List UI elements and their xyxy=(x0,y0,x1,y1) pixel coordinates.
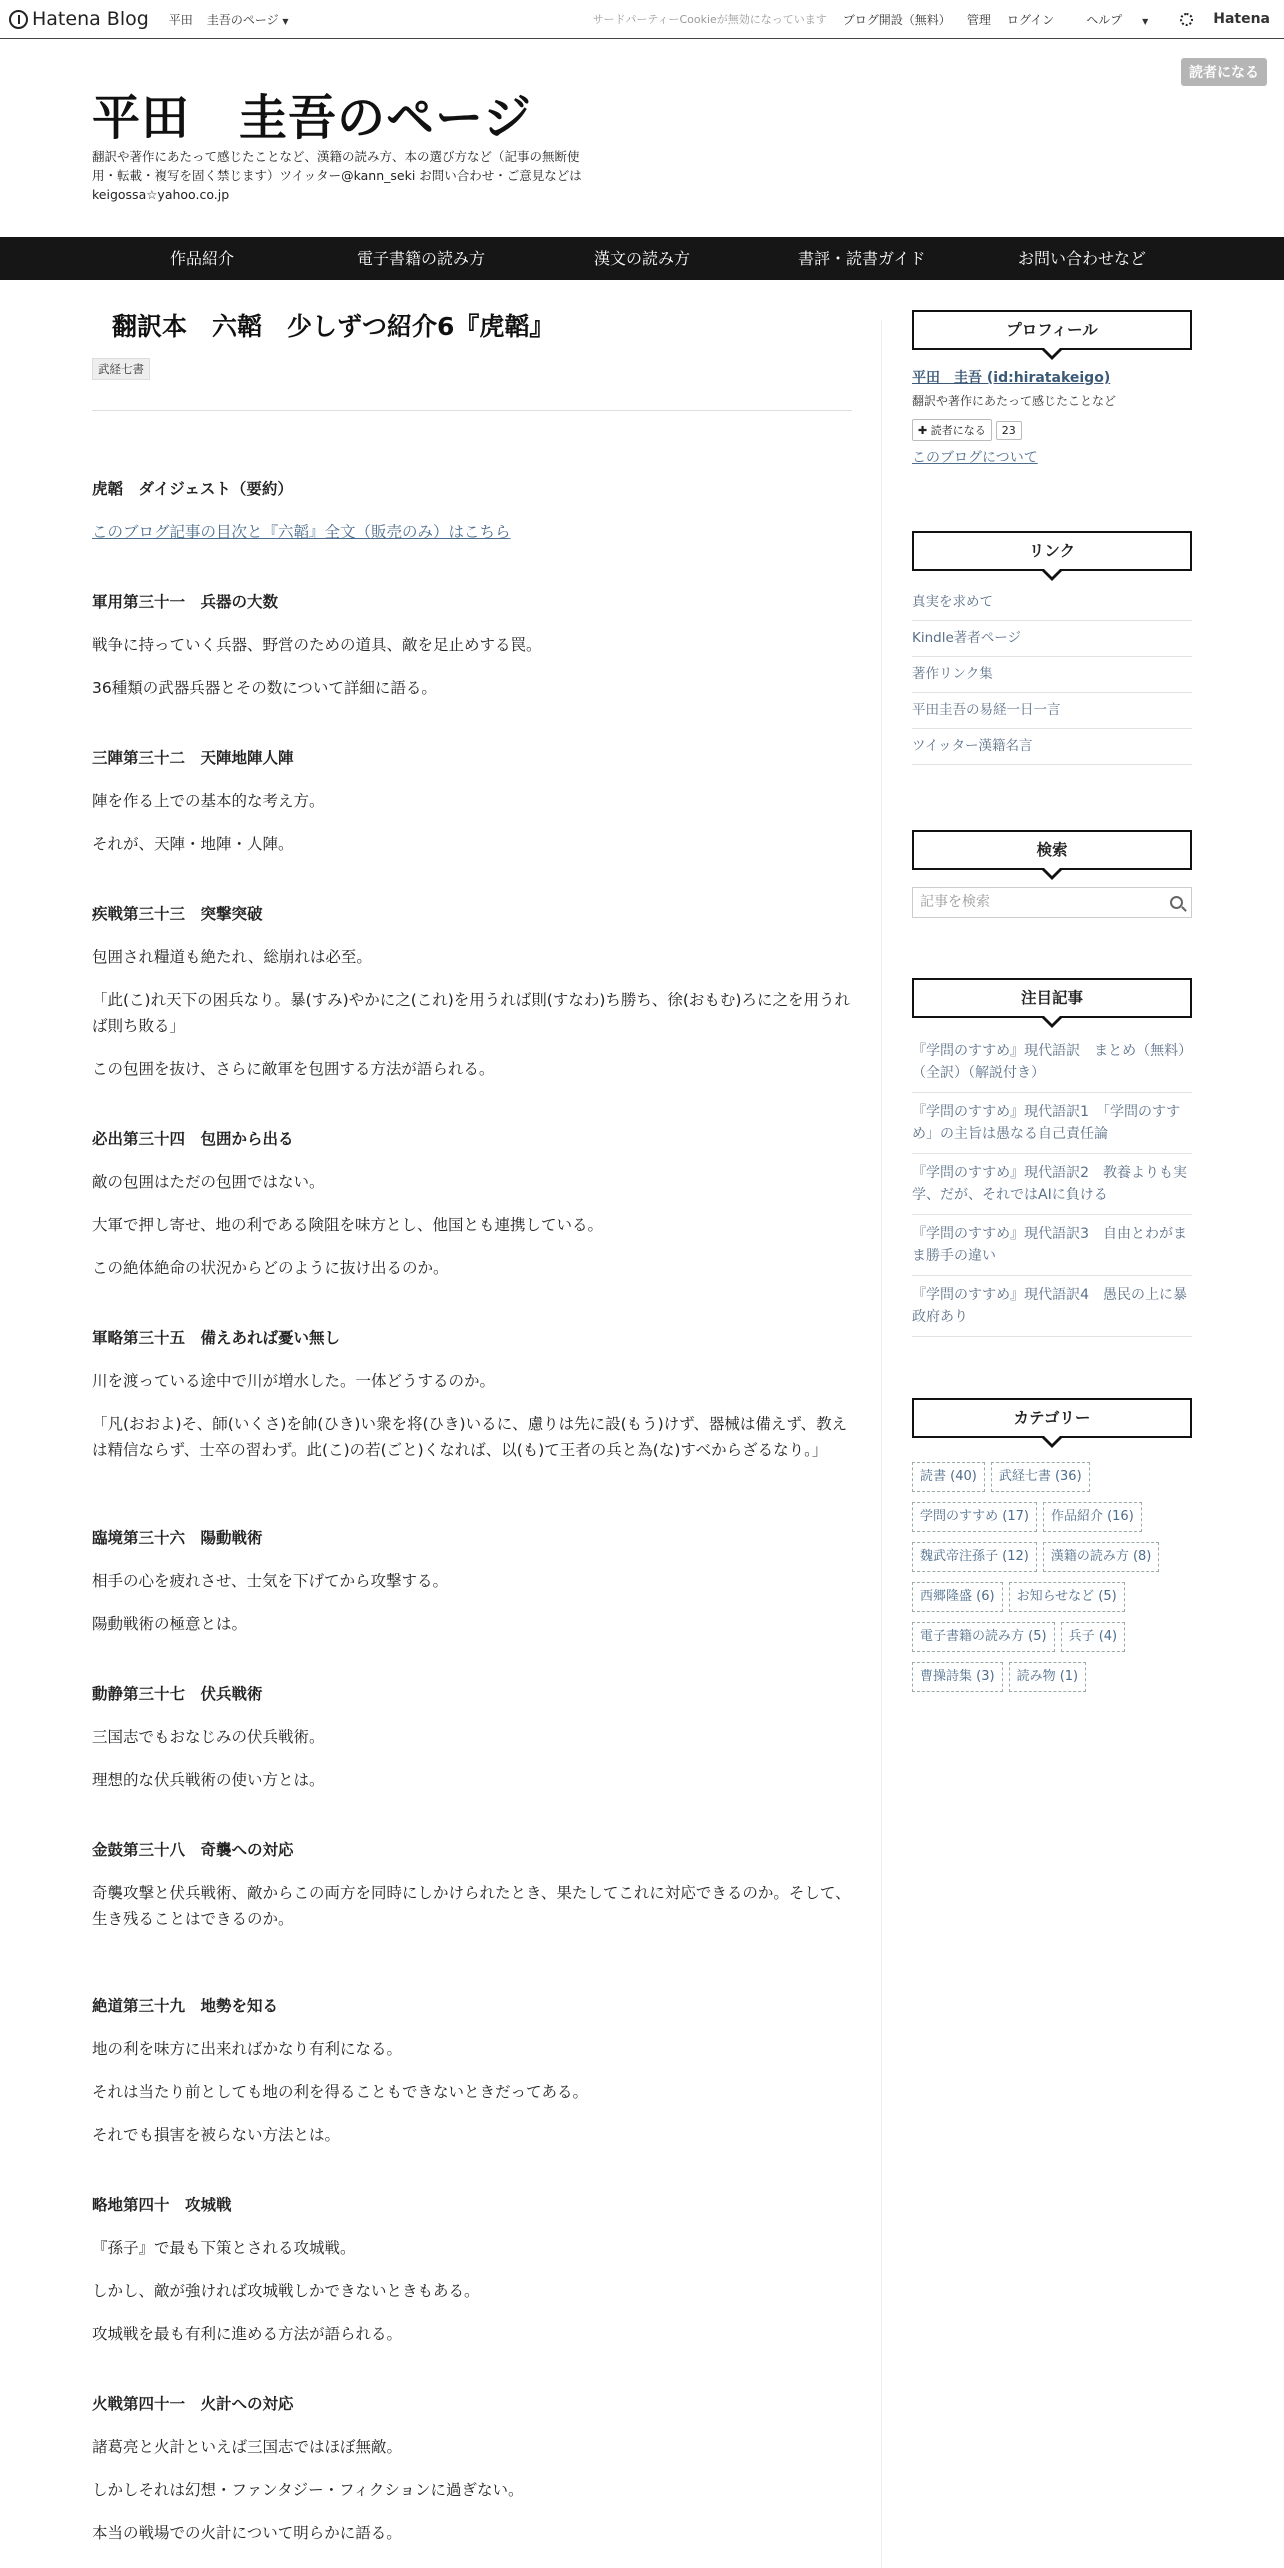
category-tag[interactable]: 電子書籍の読み方 (5) xyxy=(912,1622,1055,1652)
caret-down-icon: ▼ xyxy=(282,16,289,26)
category-tag[interactable]: 読み物 (1) xyxy=(1009,1662,1087,1692)
profile-subscribe-row xyxy=(912,419,1192,441)
login-link[interactable]: ログイン xyxy=(1006,12,1055,27)
title-pointer-inner xyxy=(1044,868,1060,876)
module-title-text: リンク xyxy=(1028,542,1076,560)
section-heading: 臨境第三十六 陽動戦術 xyxy=(92,1529,263,1547)
section-heading: 金鼓第三十八 奇襲への対応 xyxy=(92,1841,294,1859)
toc-link[interactable]: このブログ記事の目次と『六韜』全文（販売のみ）はこちら xyxy=(92,523,511,541)
paragraph: 地の利を味方に出来ればかなり有利になる。 xyxy=(92,2040,403,2058)
search-icon[interactable] xyxy=(1170,896,1183,909)
paragraph: この絶体絶命の状況からどのように抜け出るのか。 xyxy=(92,1259,449,1277)
title-pointer-inner xyxy=(1044,1436,1060,1444)
cookie-notice: サードパーティーCookieが無効になっています xyxy=(592,13,827,26)
section-heading: 疾戦第三十三 突撃突破 xyxy=(92,905,263,923)
featured-item[interactable]: 『学問のすすめ』現代語訳 まとめ（無料）（全訳）（解説付き） xyxy=(912,1032,1192,1093)
module-title-text: 検索 xyxy=(1036,841,1068,859)
paragraph: 理想的な伏兵戦術の使い方とは。 xyxy=(92,1771,325,1789)
section-heading: 軍略第三十五 備えあれば憂い無し xyxy=(92,1329,341,1347)
links-module-title xyxy=(912,531,1192,571)
profile-subscribe-label: 読者になる xyxy=(930,424,986,437)
paragraph: 陣を作る上での基本的な考え方。 xyxy=(92,792,325,810)
title-pointer-inner xyxy=(1044,1016,1060,1024)
profile-subscribe-button[interactable] xyxy=(912,419,992,441)
category-tag[interactable]: 読書 (40) xyxy=(912,1462,985,1492)
entry-divider xyxy=(92,410,852,411)
section-heading: 火戦第四十一 火計への対応 xyxy=(92,2395,294,2413)
blog-description: 翻訳や著作にあたって感じたことなど、漢籍の読み方、本の選び方など（記事の無断使用・転載・複写を固く禁じます）ツイッター@kann_seki お問い合わせ・ご意見などはkeigossa☆yahoo.co.jp xyxy=(92,149,582,202)
paragraph: 攻城戦を最も有利に進める方法が語られる。 xyxy=(92,2325,403,2343)
paragraph: しかし、敵が強ければ攻城戦しかできないときもある。 xyxy=(92,2282,480,2300)
nav-item-ebooks[interactable]: 電子書籍の読み方 xyxy=(357,249,486,268)
entry-title[interactable]: 翻訳本 六韜 少しずつ紹介6『虎韜』 xyxy=(112,312,555,341)
help-label: ヘルプ xyxy=(1086,12,1123,27)
featured-item[interactable]: 『学問のすすめ』現代語訳2 教養よりも実学、だが、それではAIに負ける xyxy=(912,1154,1192,1215)
toc-link-paragraph xyxy=(92,519,511,545)
module-title-text: 注目記事 xyxy=(1020,989,1083,1007)
topbar-user-link[interactable]: 平田 xyxy=(168,12,193,27)
logo-text: Hatena Blog xyxy=(32,8,149,30)
entry xyxy=(92,308,852,2542)
search-input[interactable] xyxy=(912,887,1192,918)
hatena-blog-logo[interactable] xyxy=(9,8,149,30)
paragraph: それでも損害を被らない方法とは。 xyxy=(92,2126,341,2144)
link-item[interactable]: Kindle著者ページ xyxy=(912,621,1192,657)
profile-module xyxy=(912,310,1192,467)
featured-module xyxy=(912,978,1192,1337)
category-tag[interactable]: 曹操詩集 (3) xyxy=(912,1662,1003,1692)
category-tag[interactable]: 作品紹介 (16) xyxy=(1043,1502,1142,1532)
category-tags xyxy=(912,1462,1192,1702)
paragraph: 大軍で押し寄せ、地の利である険阻を味方とし、他国とも連携している。 xyxy=(92,1216,604,1234)
categories-module-title xyxy=(912,1398,1192,1438)
profile-name-link[interactable]: 平田 圭吾 (id:hiratakeigo) xyxy=(912,370,1111,386)
nav-item-reviews[interactable]: 書評・読書ガイド xyxy=(798,249,926,268)
link-item[interactable]: ツイッター漢籍名言 xyxy=(912,729,1192,765)
paragraph: それが、天陣・地陣・人陣。 xyxy=(92,835,294,853)
paragraph: 陽動戦術の極意とは。 xyxy=(92,1615,248,1633)
blog-header xyxy=(0,39,1284,237)
profile-description: 翻訳や著作にあたって感じたことなど xyxy=(912,394,1117,408)
paragraph: しかしそれは幻想・ファンタジー・フィクションに過ぎない。 xyxy=(92,2481,524,2499)
paragraph-quote: 「凡(おおよ)そ、師(いくさ)を帥(ひき)い衆を将(ひき)いるに、慮りは先に設(もう)けず、器械は備えず、教えは精信ならず、士卒の習わず。此(こ)の若(ごと)くなれば、以(も)て王者の兵と為(な)すべからざるなり。」 xyxy=(92,1415,848,1459)
section-heading: 三陣第三十二 天陣地陣人陣 xyxy=(92,749,294,767)
paragraph: 『孫子』で最も下策とされる攻城戦。 xyxy=(92,2239,356,2257)
category-tag[interactable]: 武経七書 (36) xyxy=(991,1462,1090,1492)
section-heading: 略地第四十 攻城戦 xyxy=(92,2196,232,2214)
category-tag[interactable]: お知らせなど (5) xyxy=(1009,1582,1125,1612)
profile-module-title xyxy=(912,310,1192,350)
nav-item-contact[interactable]: お問い合わせなど xyxy=(1018,249,1147,268)
search-placeholder: 記事を検索 xyxy=(920,894,990,910)
hatena-logo-icon xyxy=(9,10,28,29)
topbar-page-menu[interactable] xyxy=(207,11,289,28)
category-tag[interactable]: 西郷隆盛 (6) xyxy=(912,1582,1003,1612)
links-list xyxy=(912,585,1192,765)
section-heading: 動静第三十七 伏兵戦術 xyxy=(92,1685,263,1703)
paragraph: 戦争に持っていく兵器、野営のための道具、敵を足止めする罠。 xyxy=(92,636,542,654)
subscribe-button[interactable]: 読者になる xyxy=(1181,58,1267,86)
help-menu[interactable] xyxy=(1070,11,1148,28)
module-title-text: プロフィール xyxy=(1006,321,1098,339)
entry-category-badge[interactable]: 武経七書 xyxy=(92,358,150,380)
paragraph: 奇襲攻撃と伏兵戦術、敵からこの両方を同時にしかけられたとき、果たしてこれに対応できるのか。そして、生き残ることはできるのか。 xyxy=(92,1884,851,1928)
global-nav xyxy=(0,237,1284,280)
section-heading: 軍用第三十一 兵器の大数 xyxy=(92,593,279,611)
featured-list xyxy=(912,1032,1192,1337)
module-title-text: カテゴリー xyxy=(1013,1409,1091,1427)
open-blog-link[interactable]: ブログ開設（無料） xyxy=(842,12,951,27)
paragraph-quote: 「此(こ)れ天下の困兵なり。暴(すみ)やかに之(これ)を用うれば則(すなわ)ち勝ち、徐(おもむ)ろに之を用うれば則ち敗る」 xyxy=(92,991,850,1035)
hatena-dot-icon xyxy=(1180,13,1193,26)
links-module xyxy=(912,531,1192,765)
title-pointer-inner xyxy=(1044,569,1060,577)
categories-module xyxy=(912,1398,1192,1702)
section-heading: 必出第三十四 包囲から出る xyxy=(92,1130,294,1148)
topbar-page-label: 圭吾のページ xyxy=(206,12,279,27)
category-tag[interactable]: 漢籍の読み方 (8) xyxy=(1043,1542,1160,1572)
plus-icon: ✚ xyxy=(918,424,928,437)
title-pointer-inner xyxy=(1044,348,1060,356)
paragraph: それは当たり前としても地の利を得ることもできないときだってある。 xyxy=(92,2083,589,2101)
nav-item-works[interactable]: 作品紹介 xyxy=(170,249,235,268)
about-blog-link[interactable]: このブログについて xyxy=(912,450,1038,466)
category-tag[interactable]: 魏武帝注孫子 (12) xyxy=(912,1542,1037,1572)
hatena-brand-link[interactable] xyxy=(1164,11,1270,27)
paragraph: 本当の戦場での火計について明らかに語る。 xyxy=(92,2524,402,2542)
topbar-right xyxy=(577,0,1270,38)
search-module-title xyxy=(912,830,1192,870)
paragraph: 諸葛亮と火計といえば三国志ではほぼ無敵。 xyxy=(92,2438,403,2456)
featured-item[interactable]: 『学問のすすめ』現代語訳1 「学問のすすめ」の主旨は愚なる自己責任論 xyxy=(912,1093,1192,1154)
category-tag[interactable]: 兵子 (4) xyxy=(1061,1622,1126,1652)
category-tag[interactable]: 学問のすすめ (17) xyxy=(912,1502,1037,1532)
link-item[interactable]: 平田圭吾の易経一日一言 xyxy=(912,693,1192,729)
paragraph: 包囲され糧道も絶たれ、総崩れは必至。 xyxy=(92,948,372,966)
hatena-brand-text: Hatena xyxy=(1213,11,1270,27)
link-item[interactable]: 真実を求めて xyxy=(912,585,1192,621)
hatena-topbar xyxy=(0,0,1284,39)
search-module xyxy=(912,830,1192,918)
featured-module-title xyxy=(912,978,1192,1018)
sidebar-divider xyxy=(881,320,882,2568)
paragraph: 相手の心を疲れさせ、士気を下げてから攻撃する。 xyxy=(92,1572,449,1590)
featured-item[interactable]: 『学問のすすめ』現代語訳3 自由とわがまま勝手の違い xyxy=(912,1215,1192,1276)
paragraph: 三国志でもおなじみの伏兵戦術。 xyxy=(92,1728,325,1746)
section-heading: 絶道第三十九 地勢を知る xyxy=(92,1997,279,2015)
paragraph: 36種類の武器兵器とその数について詳細に語る。 xyxy=(92,679,437,697)
admin-link[interactable]: 管理 xyxy=(966,12,991,27)
featured-item[interactable]: 『学問のすすめ』現代語訳4 愚民の上に暴政府あり xyxy=(912,1276,1192,1337)
paragraph: この包囲を抜け、さらに敵軍を包囲する方法が語られる。 xyxy=(92,1060,495,1078)
section-heading: 虎韜 ダイジェスト（要約） xyxy=(92,480,293,498)
paragraph: 敵の包囲はただの包囲ではない。 xyxy=(92,1173,325,1191)
nav-item-kanbun[interactable]: 漢文の読み方 xyxy=(594,249,691,268)
paragraph: 川を渡っている途中で川が増水した。一体どうするのか。 xyxy=(92,1372,496,1390)
link-item[interactable]: 著作リンク集 xyxy=(912,657,1192,693)
blog-title[interactable]: 平田 圭吾のページ xyxy=(92,90,533,146)
caret-down-icon: ▼ xyxy=(1142,16,1149,26)
subscriber-count: 23 xyxy=(996,421,1022,440)
